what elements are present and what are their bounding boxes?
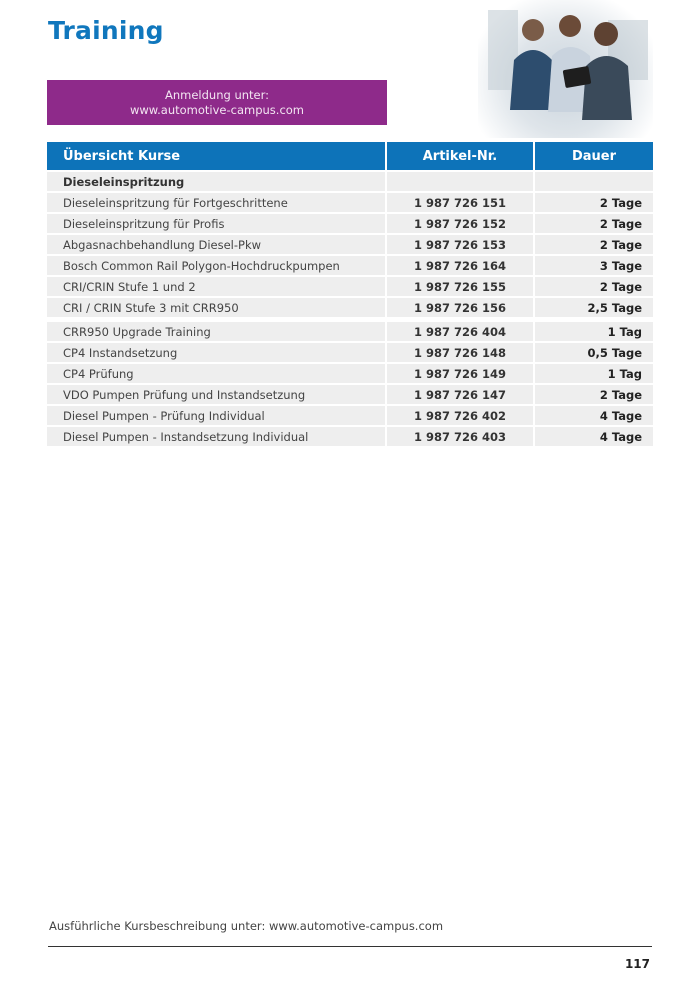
course-duration: 4 Tage xyxy=(535,404,653,425)
course-duration: 2 Tage xyxy=(535,275,653,296)
article-number: 1 987 726 152 xyxy=(387,212,535,233)
course-name: Diesel Pumpen - Instandsetzung Individual xyxy=(47,425,387,446)
course-duration: 1 Tag xyxy=(535,317,653,341)
course-name: CRR950 Upgrade Training xyxy=(47,317,387,341)
article-number: 1 987 726 148 xyxy=(387,341,535,362)
technicians-photo-icon xyxy=(478,0,653,138)
article-number: 1 987 726 151 xyxy=(387,191,535,212)
course-duration: 2 Tage xyxy=(535,383,653,404)
article-number: 1 987 726 153 xyxy=(387,233,535,254)
table-row xyxy=(47,296,653,317)
section-title: Dieseleinspritzung xyxy=(47,170,387,191)
footer-note: Ausführliche Kursbeschreibung unter: www.automotive-campus.com xyxy=(49,919,444,933)
article-number: 1 987 726 156 xyxy=(387,296,535,317)
header-article: Artikel-Nr. xyxy=(387,142,535,170)
course-name: Dieseleinspritzung für Profis xyxy=(47,212,387,233)
page-title: Training xyxy=(48,16,164,45)
table-header-row xyxy=(47,142,653,170)
table-row xyxy=(47,275,653,296)
course-name: Bosch Common Rail Polygon-Hochdruckpumpen xyxy=(47,254,387,275)
table-row xyxy=(47,425,653,446)
table-row xyxy=(47,212,653,233)
section-duration-empty xyxy=(535,170,653,191)
course-name: CP4 Prüfung xyxy=(47,362,387,383)
article-number: 1 987 726 164 xyxy=(387,254,535,275)
table-row xyxy=(47,341,653,362)
article-number: 1 987 726 147 xyxy=(387,383,535,404)
article-number: 1 987 726 155 xyxy=(387,275,535,296)
course-duration: 0,5 Tage xyxy=(535,341,653,362)
table-row xyxy=(47,362,653,383)
course-duration: 3 Tage xyxy=(535,254,653,275)
banner-label: Anmeldung unter: xyxy=(164,88,270,102)
table-row xyxy=(47,191,653,212)
section-article-empty xyxy=(387,170,535,191)
table-row xyxy=(47,233,653,254)
course-table xyxy=(47,142,653,446)
header-duration: Dauer xyxy=(535,142,653,170)
table-row xyxy=(47,383,653,404)
banner-url-link[interactable]: www.automotive-campus.com xyxy=(129,103,305,117)
course-name: CRI/CRIN Stufe 1 und 2 xyxy=(47,275,387,296)
section-row xyxy=(47,170,653,191)
table-row xyxy=(47,404,653,425)
table-row xyxy=(47,254,653,275)
article-number: 1 987 726 404 xyxy=(387,317,535,341)
course-name: CP4 Instandsetzung xyxy=(47,341,387,362)
technicians-photo xyxy=(478,0,653,138)
table-row xyxy=(47,317,653,341)
footer-divider xyxy=(48,946,652,947)
article-number: 1 987 726 149 xyxy=(387,362,535,383)
article-number: 1 987 726 402 xyxy=(387,404,535,425)
article-number: 1 987 726 403 xyxy=(387,425,535,446)
course-duration: 4 Tage xyxy=(535,425,653,446)
page-number: 117 xyxy=(624,957,650,971)
course-name: Dieseleinspritzung für Fortgeschrittene xyxy=(47,191,387,212)
course-name: CRI / CRIN Stufe 3 mit CRR950 xyxy=(47,296,387,317)
course-duration: 2 Tage xyxy=(535,191,653,212)
course-name: Diesel Pumpen - Prüfung Individual xyxy=(47,404,387,425)
course-duration: 2 Tage xyxy=(535,212,653,233)
course-duration: 2 Tage xyxy=(535,233,653,254)
registration-banner xyxy=(47,80,387,125)
header-course: Übersicht Kurse xyxy=(47,142,387,170)
course-duration: 1 Tag xyxy=(535,362,653,383)
course-duration: 2,5 Tage xyxy=(535,296,653,317)
course-name: Abgasnachbehandlung Diesel-Pkw xyxy=(47,233,387,254)
course-name: VDO Pumpen Prüfung und Instandsetzung xyxy=(47,383,387,404)
